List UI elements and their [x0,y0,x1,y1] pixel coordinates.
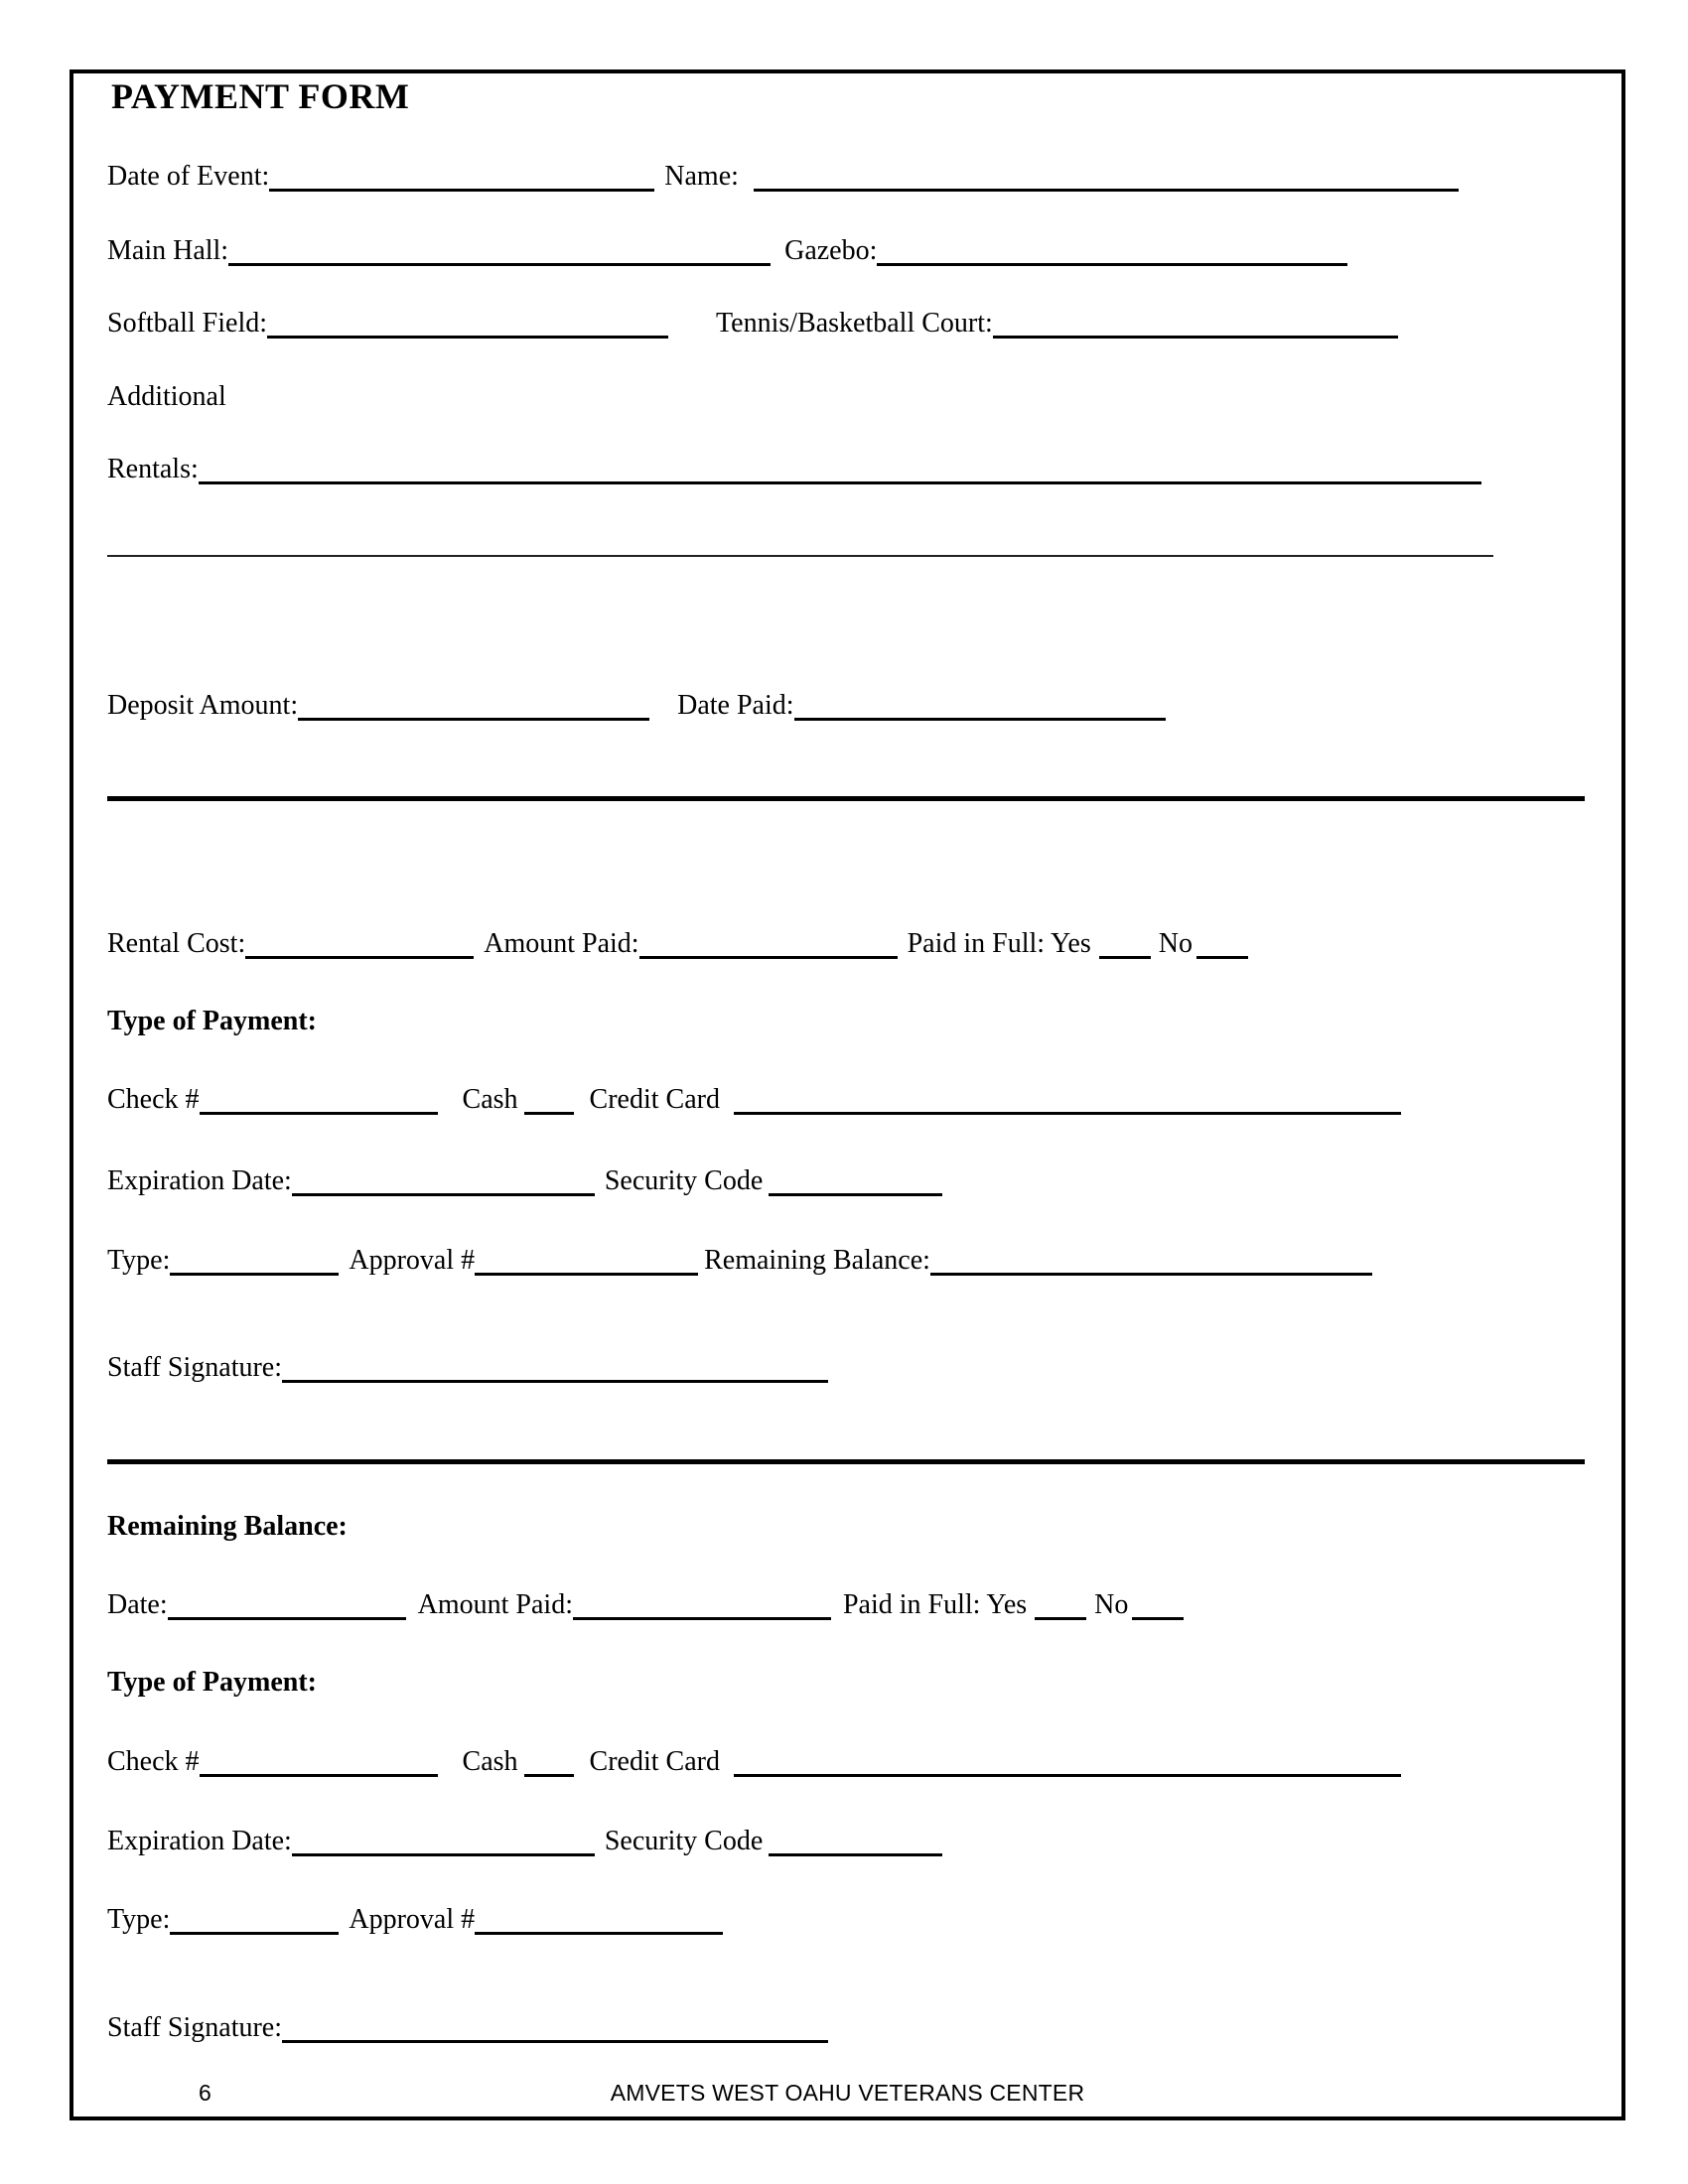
amount-paid-label: Amount Paid: [484,928,639,959]
name-label: Name: [664,161,739,192]
date-label: Date: [107,1589,168,1620]
row-type-approval-1 [107,1243,1372,1279]
row-main-hall-gazebo [107,233,1347,269]
page-number: 6 [199,2080,211,2106]
footer-org-name: AMVETS WEST OAHU VETERANS CENTER [610,2080,1085,2106]
row-balance-date [107,1587,1184,1623]
type-label-2: Type: [107,1904,171,1935]
approval-number-line-2[interactable] [475,1932,723,1935]
gazebo-line[interactable] [877,263,1347,266]
row-expiration-1 [107,1163,942,1199]
date-line[interactable] [168,1617,406,1620]
additional-label: Additional [107,381,226,412]
type-of-payment-heading-2 [107,1665,317,1701]
deposit-amount-line[interactable] [298,718,649,721]
security-code-line-2[interactable] [769,1853,942,1856]
row-rental-cost [107,926,1248,962]
softball-field-line[interactable] [267,336,668,339]
type-of-payment-label-1: Type of Payment: [107,1006,317,1036]
row-type-approval-2 [107,1902,723,1938]
rental-cost-label: Rental Cost: [107,928,246,959]
date-of-event-line[interactable] [269,189,654,192]
check-number-line-1[interactable] [200,1112,438,1115]
paid-in-full-no-label-2: No [1094,1589,1129,1620]
row-rentals [107,452,1481,487]
row-check-cash-credit-2 [107,1744,1401,1780]
paid-in-full-yes-label: Paid in Full: Yes [907,928,1091,959]
check-number-label-2: Check # [107,1746,200,1777]
security-code-line-1[interactable] [769,1193,942,1196]
tennis-basketball-court-label: Tennis/Basketball Court: [716,308,993,339]
row-deposit [107,688,1166,724]
rentals-line[interactable] [199,481,1481,484]
remaining-balance-line[interactable] [930,1273,1372,1276]
approval-number-label-1: Approval # [349,1245,476,1276]
row-staff-signature-1 [107,1350,828,1386]
expiration-date-line-2[interactable] [292,1853,595,1856]
approval-number-label-2: Approval # [349,1904,476,1935]
type-of-payment-heading-1 [107,1004,317,1039]
cash-line-1[interactable] [524,1112,574,1115]
row-softball-tennis [107,306,1398,341]
row-check-cash-credit-1 [107,1082,1401,1118]
main-hall-label: Main Hall: [107,235,229,266]
check-number-label-1: Check # [107,1084,200,1115]
deposit-amount-label: Deposit Amount: [107,690,299,721]
type-line-1[interactable] [170,1273,339,1276]
name-line[interactable] [754,189,1459,192]
staff-signature-line-1[interactable] [282,1380,828,1383]
amount-paid-line-2[interactable] [573,1617,831,1620]
row-staff-signature-2 [107,2010,828,2046]
paid-in-full-yes-line-2[interactable] [1035,1617,1086,1620]
staff-signature-label-1: Staff Signature: [107,1352,283,1383]
security-code-label-1: Security Code [604,1165,764,1196]
section-divider-2 [107,1459,1585,1464]
paid-in-full-yes-label-2: Paid in Full: Yes [842,1589,1028,1620]
remaining-balance-heading-label: Remaining Balance: [107,1511,348,1542]
type-label-1: Type: [107,1245,171,1276]
date-paid-label: Date Paid: [677,690,794,721]
cash-line-2[interactable] [524,1774,574,1777]
credit-card-line-2[interactable] [734,1774,1401,1777]
date-paid-line[interactable] [794,718,1166,721]
expiration-date-label-2: Expiration Date: [107,1826,292,1856]
section-divider-1 [107,796,1585,801]
softball-field-label: Softball Field: [107,308,267,339]
row-additional [107,379,226,415]
gazebo-label: Gazebo: [784,235,878,266]
remaining-balance-heading [107,1509,348,1545]
credit-card-line-1[interactable] [734,1112,1401,1115]
cash-label-1: Cash [462,1084,518,1115]
expiration-date-label-1: Expiration Date: [107,1165,292,1196]
form-title: PAYMENT FORM [111,76,410,116]
expiration-date-line-1[interactable] [292,1193,595,1196]
rental-cost-line[interactable] [245,956,474,959]
tennis-basketball-court-line[interactable] [993,336,1398,339]
type-line-2[interactable] [170,1932,339,1935]
credit-card-label-1: Credit Card [589,1084,720,1115]
row-date-of-event-name [107,159,1459,195]
date-of-event-label: Date of Event: [107,161,270,192]
main-hall-line[interactable] [228,263,771,266]
rentals-continuation-line[interactable] [107,555,1493,557]
rentals-label: Rentals: [107,454,199,484]
security-code-label-2: Security Code [604,1826,764,1856]
paid-in-full-yes-line[interactable] [1099,956,1151,959]
cash-label-2: Cash [462,1746,518,1777]
staff-signature-label-2: Staff Signature: [107,2012,283,2043]
approval-number-line-1[interactable] [475,1273,698,1276]
type-of-payment-label-2: Type of Payment: [107,1667,317,1698]
staff-signature-line-2[interactable] [282,2040,828,2043]
paid-in-full-no-line-2[interactable] [1132,1617,1184,1620]
paid-in-full-no-label: No [1158,928,1193,959]
credit-card-label-2: Credit Card [589,1746,720,1777]
amount-paid-label-2: Amount Paid: [417,1589,573,1620]
check-number-line-2[interactable] [200,1774,438,1777]
amount-paid-line[interactable] [639,956,898,959]
remaining-balance-label: Remaining Balance: [704,1245,930,1276]
row-expiration-2 [107,1824,942,1859]
paid-in-full-no-line[interactable] [1196,956,1248,959]
